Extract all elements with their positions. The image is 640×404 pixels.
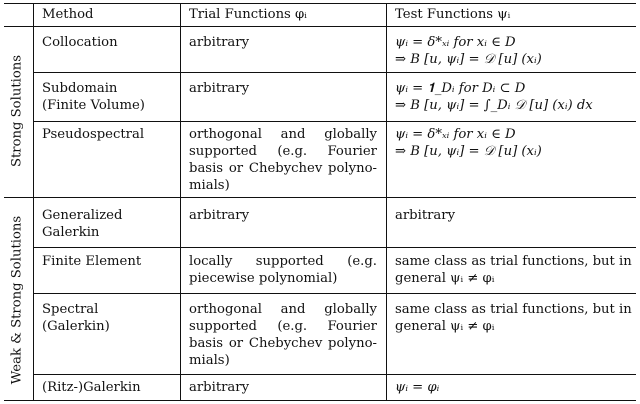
trial-cell: supported (e.g. Fourier xyxy=(189,144,377,159)
group-rule xyxy=(4,197,636,198)
test-cell: ⇒ B [u, ψᵢ] = ∫_Dᵢ 𝒟 [u] (xᵢ) dx xyxy=(395,98,593,113)
trial-cell: piecewise polynomial) xyxy=(189,271,338,286)
header-trial-functions: Trial Functions φᵢ xyxy=(189,7,307,22)
method-cell: Galerkin xyxy=(42,225,100,240)
test-cell: ψᵢ = δ*ₓᵢ for xᵢ ∈ D xyxy=(395,127,516,142)
trial-cell: mials) xyxy=(189,178,230,193)
trial-cell: basis or Chebychev polyno- xyxy=(189,161,377,176)
trial-cell: arbitrary xyxy=(189,35,250,50)
header-method: Method xyxy=(42,7,94,22)
header-rule xyxy=(4,26,636,27)
test-cell: ⇒ B [u, ψᵢ] = 𝒟 [u] (xᵢ) xyxy=(395,52,542,67)
group-label-strong-solutions: Strong Solutions xyxy=(9,54,25,168)
trial-cell: orthogonal and globally xyxy=(189,127,377,142)
method-cell: Subdomain xyxy=(42,81,118,96)
method-cell: (Finite Volume) xyxy=(42,98,145,113)
test-cell: ψᵢ = φᵢ xyxy=(395,380,440,395)
method-cell: Finite Element xyxy=(42,254,142,269)
trial-cell: supported (e.g. Fourier xyxy=(189,319,377,334)
test-cell: ψᵢ = δ*ₓᵢ for xᵢ ∈ D xyxy=(395,35,516,50)
method-cell: (Galerkin) xyxy=(42,319,110,334)
row-rule xyxy=(33,374,636,375)
trial-cell: mials) xyxy=(189,353,230,368)
trial-cell: arbitrary xyxy=(189,380,250,395)
column-divider xyxy=(180,3,181,400)
trial-cell: arbitrary xyxy=(189,81,250,96)
method-cell: Generalized xyxy=(42,208,123,223)
trial-cell: orthogonal and globally xyxy=(189,302,377,317)
row-rule xyxy=(33,247,636,248)
column-divider xyxy=(386,3,387,400)
test-cell: same class as trial functions, but in xyxy=(395,302,632,317)
column-divider xyxy=(33,3,34,400)
trial-cell: locally supported (e.g. xyxy=(189,254,377,269)
test-cell: ⇒ B [u, ψᵢ] = 𝒟 [u] (xᵢ) xyxy=(395,144,542,159)
method-cell: Spectral xyxy=(42,302,99,317)
row-rule xyxy=(33,293,636,294)
method-cell: (Ritz-)Galerkin xyxy=(42,380,141,395)
test-cell: same class as trial functions, but in xyxy=(395,254,632,269)
row-rule xyxy=(33,121,636,122)
method-cell: Pseudospectral xyxy=(42,127,145,142)
test-cell: arbitrary xyxy=(395,208,456,223)
trial-cell: arbitrary xyxy=(189,208,250,223)
trial-cell: basis or Chebychev polyno- xyxy=(189,336,377,351)
test-cell: general ψᵢ ≠ φᵢ xyxy=(395,319,495,334)
group-label-weak-strong-solutions: Weak & Strong Solutions xyxy=(9,215,25,385)
header-test-functions: Test Functions ψᵢ xyxy=(395,7,511,22)
test-cell: general ψᵢ ≠ φᵢ xyxy=(395,271,495,286)
top-rule xyxy=(4,3,636,4)
method-cell: Collocation xyxy=(42,35,118,50)
row-rule xyxy=(33,72,636,73)
test-cell: ψᵢ = 𝟏_Dᵢ for Dᵢ ⊂ D xyxy=(395,81,526,96)
bottom-rule xyxy=(4,400,636,401)
